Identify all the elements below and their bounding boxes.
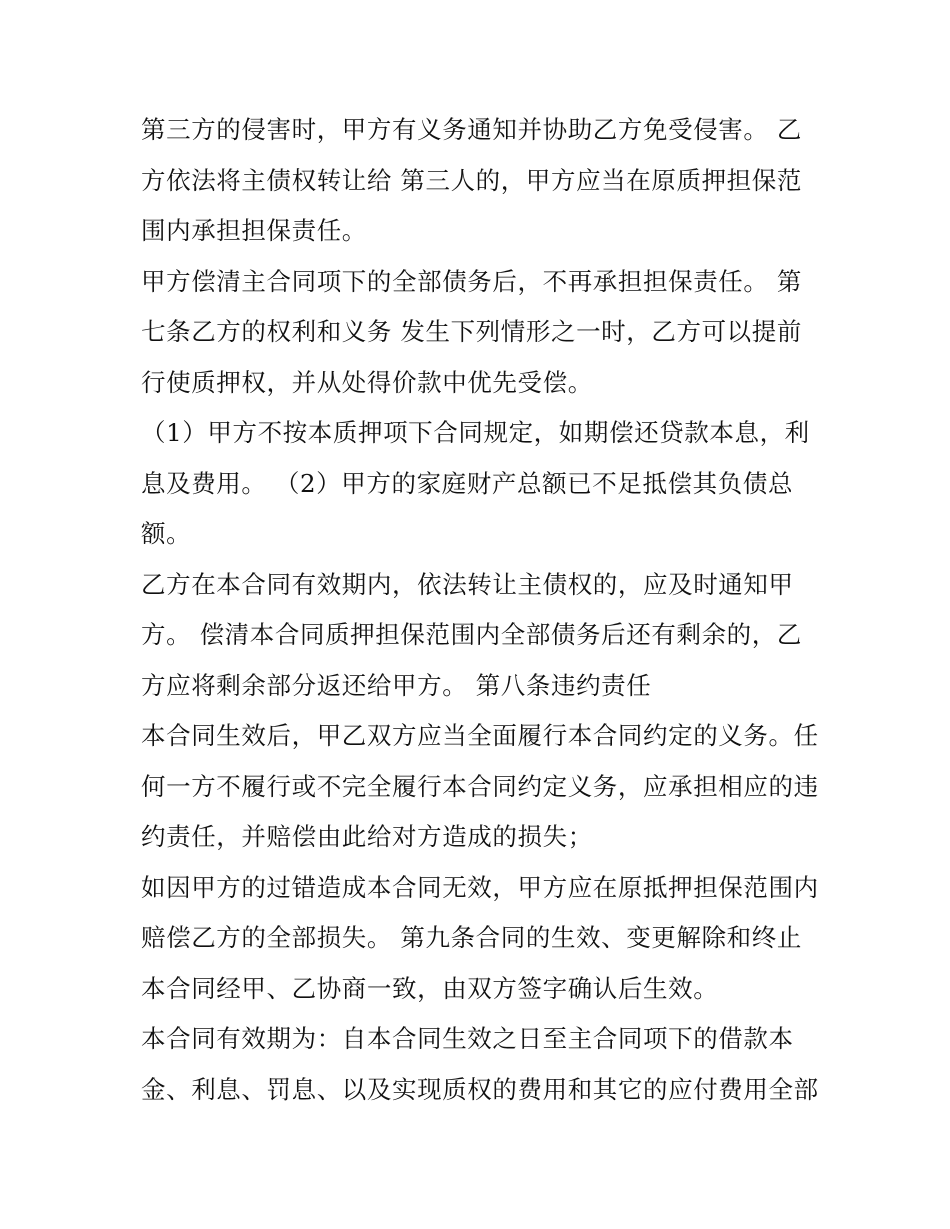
paragraph-conditions: [141, 408, 821, 560]
text-line: 方应将剩余部分返还给甲方。 第八条违约责任: [141, 670, 652, 700]
text-line: 围内承担担保责任。: [141, 216, 367, 245]
document-body: [141, 105, 821, 1115]
text-line: 何一方不履行或不完全履行本合同约定义务，应承担相应的违: [141, 771, 819, 801]
text-line: 本合同经甲、乙协商一致，由双方签字确认后生效。: [141, 973, 719, 1003]
text-line: 方。 偿清本合同质押担保范围内全部债务后还有剩余的，乙: [141, 620, 802, 649]
text-line: 方依法将主债权转让给 第三人的，甲方应当在原质押担保范: [141, 165, 802, 195]
paragraph-article-nine: [141, 863, 821, 1015]
text-line: 第三方的侵害时，甲方有义务通知并协助乙方免受侵害。 乙: [141, 115, 802, 144]
text-line: 约责任，并赔偿由此给对方造成的损失；: [141, 822, 593, 851]
text-line: 甲方偿清主合同项下的全部债务后，不再承担担保责任。 第: [141, 266, 802, 296]
text-line: （1）甲方不按本质押项下合同规定，如期偿还贷款本息，利: [141, 418, 810, 447]
paragraph-infringement-notice: [141, 105, 821, 257]
text-line: 本合同有效期为：自本合同生效之日至主合同项下的借款本: [141, 1024, 794, 1053]
text-line: 额。: [141, 519, 192, 548]
paragraph-transfer-notice: [141, 560, 821, 712]
text-line: 金、利息、罚息、以及实现质权的费用和其它的应付费用全部: [141, 1074, 819, 1104]
text-line: 乙方在本合同有效期内，依法转让主债权的，应及时通知甲: [141, 569, 794, 599]
text-line: 如因甲方的过错造成本合同无效，甲方应在原抵押担保范围内: [141, 872, 819, 902]
text-line: 息及费用。 （2）甲方的家庭财产总额已不足抵偿其负债总: [141, 468, 794, 498]
text-line: 行使质押权，并从处得价款中优先受偿。: [141, 367, 593, 397]
paragraph-validity-period: [141, 1014, 821, 1115]
text-line: 赔偿乙方的全部损失。 第九条合同的生效、变更解除和终止: [141, 923, 802, 952]
text-line: 七条乙方的权利和义务 发生下列情形之一时，乙方可以提前: [141, 317, 802, 346]
paragraph-article-seven: [141, 257, 821, 409]
paragraph-breach-liability: [141, 711, 821, 863]
text-line: 本合同生效后，甲乙双方应当全面履行本合同约定的义务。任: [141, 721, 819, 750]
